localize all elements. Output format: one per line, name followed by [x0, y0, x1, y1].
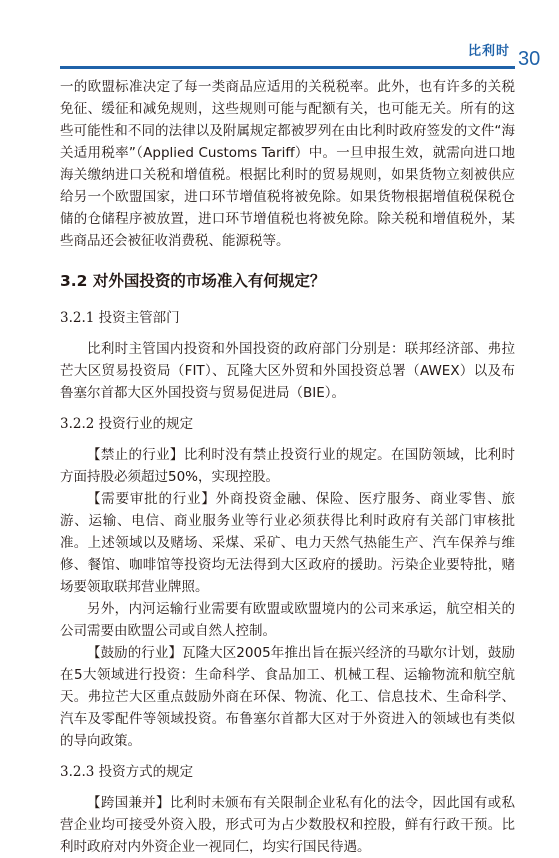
paragraph: 【鼓励的行业】瓦隆大区2005年推出旨在振兴经济的马歇尔计划，鼓励在5大领域进行投资：生命科学、食品加工、机械工程、运输物流和航空航天。弗拉芒大区重点鼓励外商在环保、物流、化工、信息技术、生命科学、汽车及零配件等领域投资。布鲁塞尔首都大区对于外资进入的领域也有类似的导向政策。 — [60, 645, 515, 749]
paragraph: 比利时主管国内投资和外国投资的政府部门分别是：联邦经济部、弗拉芒大区贸易投资局（FIT）、瓦隆大区外贸和外国投资总署（AWEX）以及布鲁塞尔首都大区外国投资与贸易促进局（BIE）。 — [60, 341, 515, 401]
header-rule — [60, 66, 515, 69]
subsection-title: 3.2.1 投资主管部门 — [60, 310, 180, 326]
subsection-title: 3.2.2 投资行业的规定 — [60, 416, 194, 432]
paragraph: 【需要审批的行业】外商投资金融、保险、医疗服务、商业零售、旅游、运输、电信、商业服务业等行业必须获得比利时政府有关部门审核批准。上述领域以及赌场、采煤、采矿、电力天然气热能生产、汽车保养与维修、餐馆、咖啡馆等投资均无法得到大区政府的援助。污染企业要特批，赌场要领取联邦营业牌照。 — [60, 491, 515, 595]
section-title: 3.2 对外国投资的市场准入有何规定？ — [60, 272, 326, 290]
subsection-title: 3.2.3 投资方式的规定 — [60, 764, 194, 780]
paragraph: 【跨国兼并】比利时未颁布有关限制企业私有化的法令，因此国有或私营企业均可接受外资入股，形式可为占少数股权和控股，鲜有行政干预。比利时政府对内外资企业一视同仁，均实行国民待遇。 — [60, 795, 515, 855]
page-number: 30 — [518, 48, 541, 70]
running-header: 比利时 — [468, 44, 511, 59]
paragraph: 【禁止的行业】比利时没有禁止投资行业的规定。在国防领域，比利时方面持股必须超过50%，实现控股。 — [60, 447, 515, 485]
page-content — [60, 76, 515, 858]
intro-paragraph: 一的欧盟标准决定了每一类商品应适用的关税税率。此外，也有许多的关税免征、缓征和减免规则，这些规则可能与配额有关，也可能无关。所有的这些可能性和不同的法律以及附属规定都被罗列在由比利时政府签发的文件“海关适用税率”（Applied Customs Tariff）中。一旦申报生效，就需向进口地海关缴纳进口关税和增值税。根据比利时的贸易规则，如果货物立刻被供应给另一个欧盟国家，进口环节增值税将被免除。如果货物根据增值税保税仓储的仓储程序被放置，进口环节增值税也将被免除。除关税和增值税外，某些商品还会被征收消费税、能源税等。 — [60, 79, 515, 249]
paragraph: 另外，内河运输行业需要有欧盟或欧盟境内的公司来承运，航空相关的公司需要由欧盟公司或自然人控制。 — [60, 601, 515, 639]
